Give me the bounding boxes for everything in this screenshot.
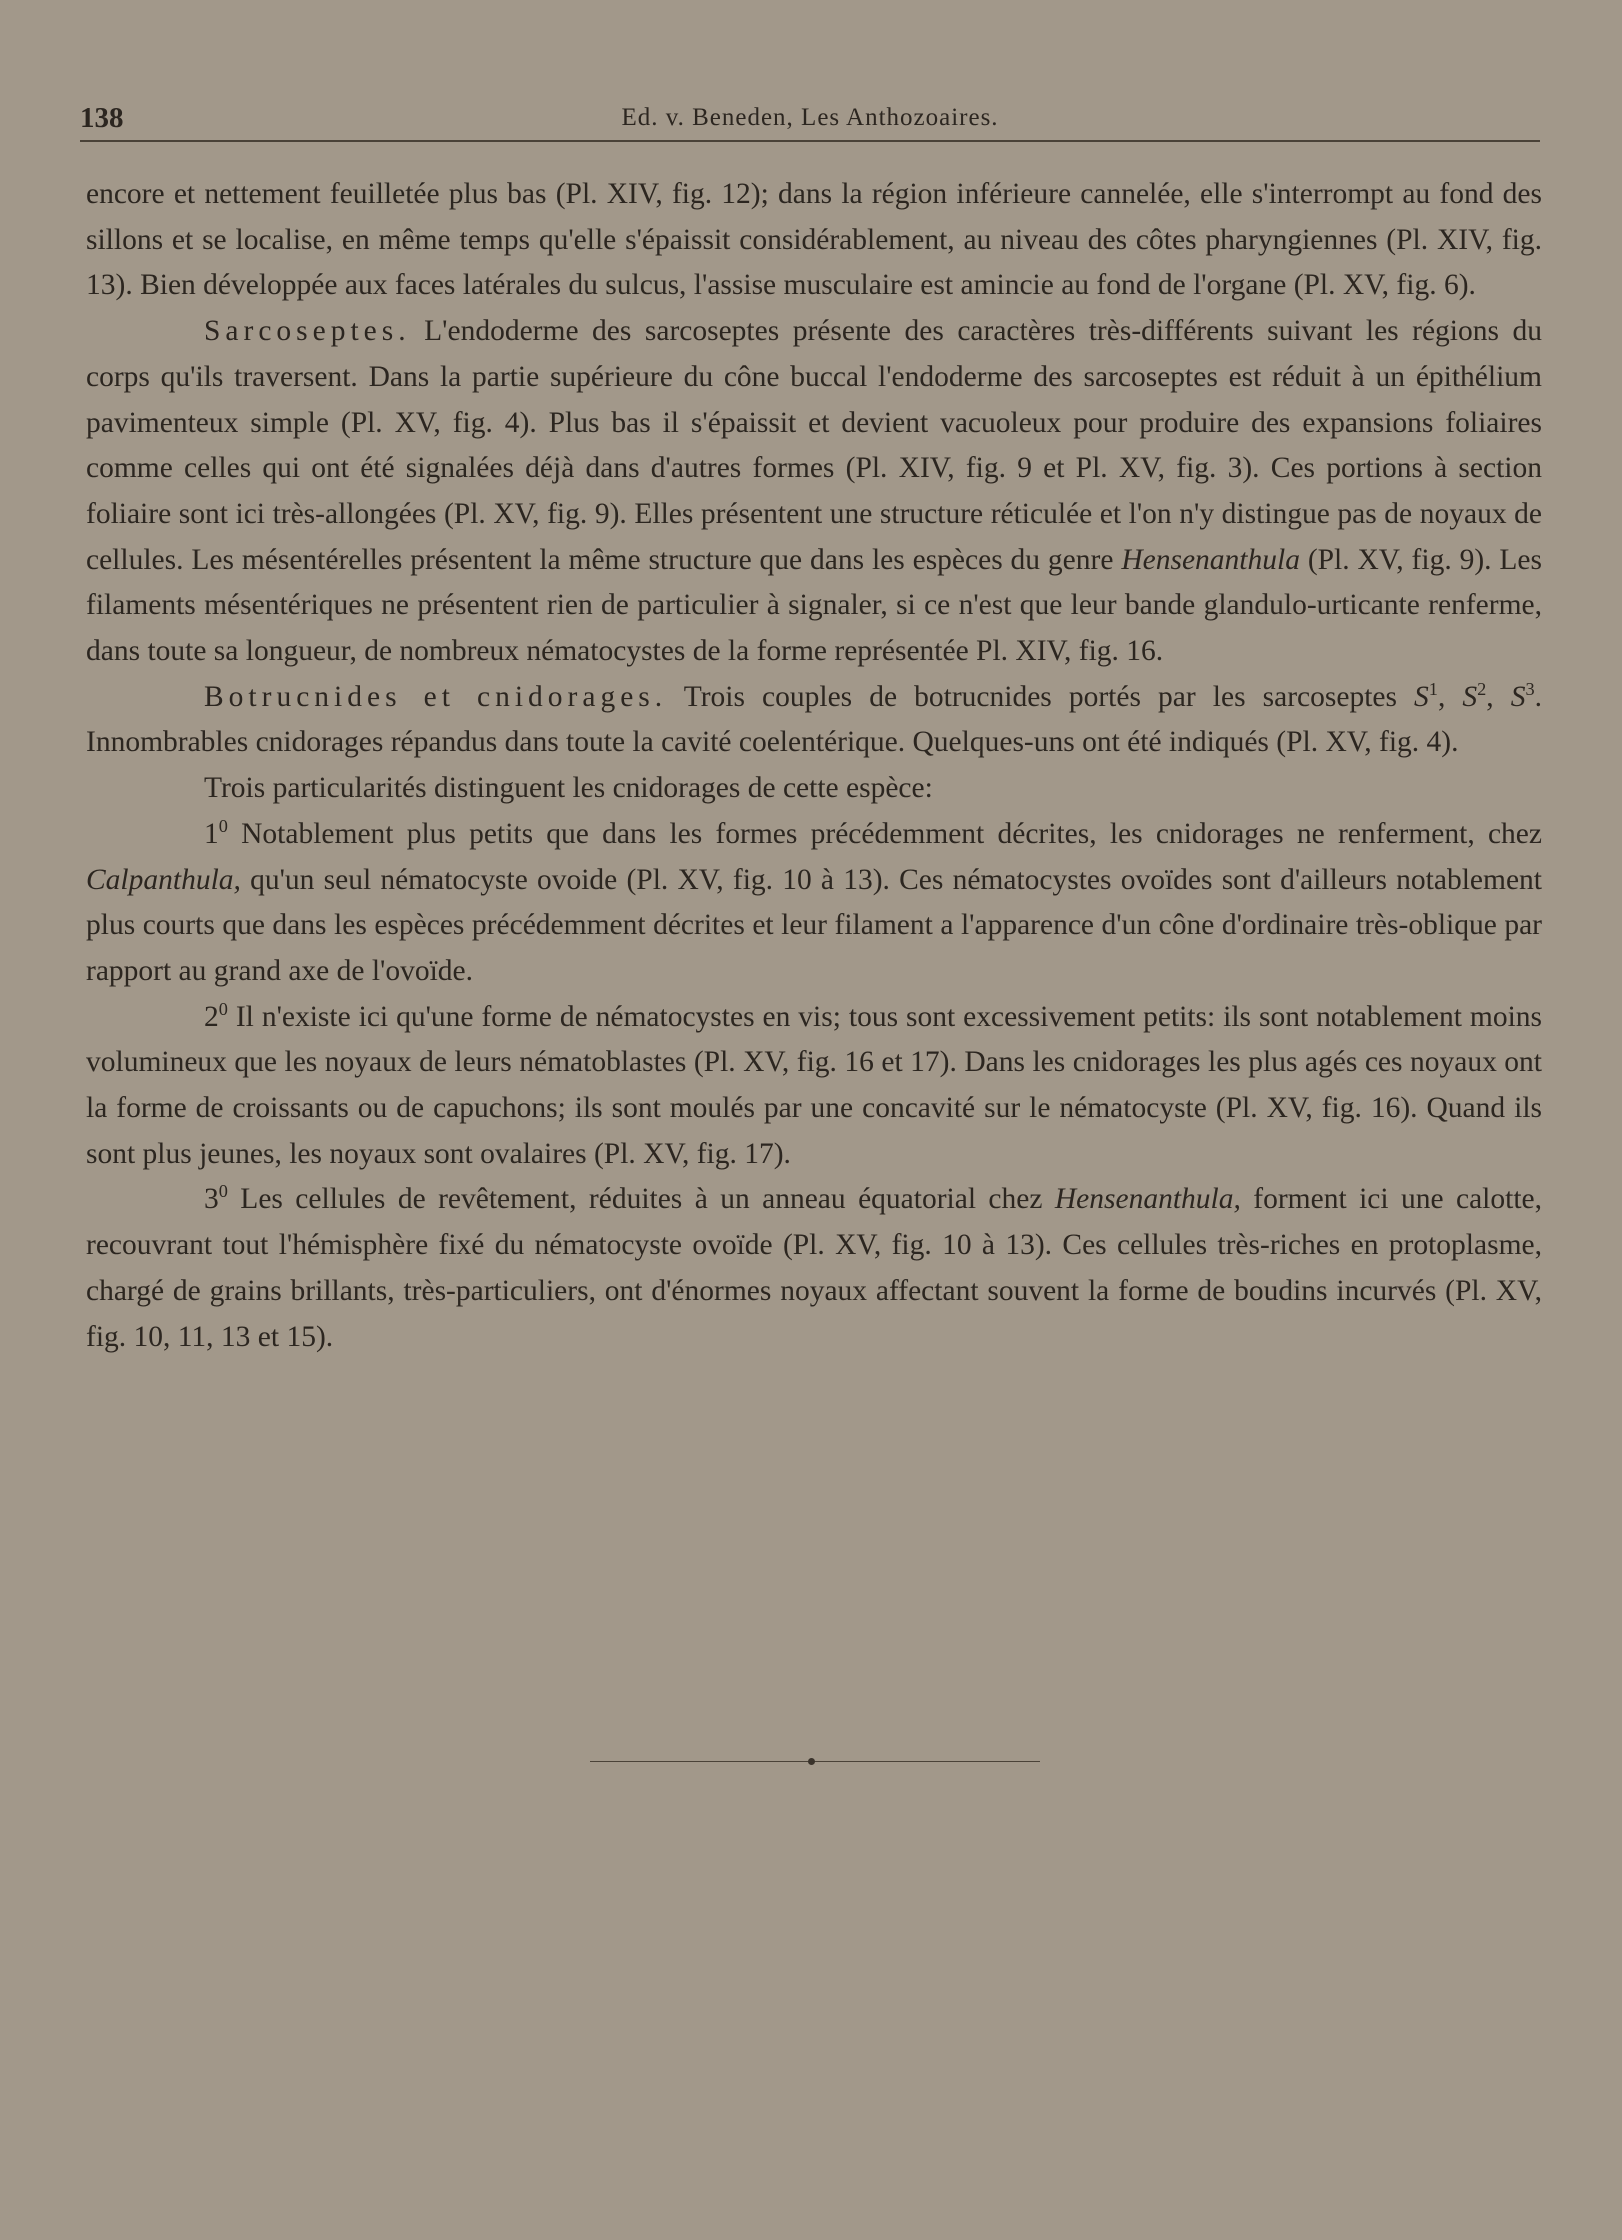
paragraph-point-2: $2^0$ Il n'existe ici qu'une forme de nématocystes en vis; tous sont excessivement petits: ils sont notablement moins volumineux que les noyaux de leurs nématoblastes (Pl. XV, fig. 16 et 17). Dans les cnidorages les plus agés ces noyaux ont la forme de croissants ou de capuchons; ils sont moulés par une concavité sur le nématocyste (Pl. XV, fig. 16). Quand ils sont plus jeunes, les noyaux sont ovalaires (Pl. XV, fig. 17). bbox=[86, 998, 1542, 1170]
genus-name: Hensenanthula, bbox=[1054, 1183, 1241, 1216]
genus-name: Calpanthula, bbox=[86, 863, 241, 896]
page-number: 138 bbox=[80, 102, 124, 134]
paragraph-1: encore et nettement feuilletée plus bas (Pl. XIV, fig. 12); dans la région inférieure cannelée, elle s'interrompt au fond des sillons et se localise, en même temps qu'elle s'épaissit considérablement, au niveau des côtes pharyngiennes (Pl. XIV, fig. 13). Bien développée aux faces latérales du sulcus, l'assise musculaire est amincie au fond de l'organe (Pl. XV, fig. 6). bbox=[86, 178, 1542, 302]
running-head: Ed. v. Beneden, Les Anthozoaires. bbox=[621, 104, 999, 131]
body-text bbox=[86, 172, 1542, 1360]
page-header bbox=[80, 100, 1540, 142]
section-heading-sarcoseptes: Sarcoseptes. bbox=[204, 315, 411, 348]
paragraph-point-3: $3^0$ Les cellules de revêtement, réduites à un anneau équatorial chez Hensenanthula, forment ici une calotte, recouvrant tout l'hémisphère fixé du nématocyste ovoïde (Pl. XV, fig. 10 à 13). Ces cellules très-riches en protoplasme, chargé de grains brillants, très-particuliers, ont d'énormes noyaux affectant souvent la forme de boudins incurvés (Pl. XV, fig. 10, 11, 13 et 15). bbox=[86, 1181, 1542, 1353]
genus-name: Hensenanthula bbox=[1121, 543, 1300, 576]
section-heading-botrucnides: Botrucnides et cnidorages. bbox=[204, 680, 668, 713]
end-of-section-ornament bbox=[808, 1758, 815, 1765]
end-of-section-rule bbox=[590, 1761, 1040, 1762]
paragraph-sarcoseptes: Sarcoseptes. L'endoderme des sarcoseptes présente des caractères très-différents suivant les régions du corps qu'ils traversent. Dans la partie supérieure du cône buccal l'endoderme des sarcoseptes est réduit à un épithélium pavimenteux simple (Pl. XV, fig. 4). Plus bas il s'épaissit et devient vacuoleux pour produire des expansions foliaires comme celles qui ont été signalées déjà dans d'autres formes (Pl. XIV, fig. 9 et Pl. XV, fig. 3). Ces portions à section foliaire sont ici très-allongées (Pl. XV, fig. 9). Elles présentent une structure réticulée et l'on n'y distingue pas de noyaux de cellules. Les mésentérelles présentent la même structure que dans les espèces du genre Hensenanthula (Pl. XV, fig. 9). Les filaments mésentériques ne présentent rien de particulier à signaler, si ce n'est que leur bande glandulo-urticante renferme, dans toute sa longueur, de nombreux nématocystes de la forme représentée Pl. XIV, fig. 16. bbox=[86, 315, 1543, 668]
paragraph-particularites: Trois particularités distinguent les cnidorages de cette espèce: bbox=[204, 772, 933, 805]
paragraph-botrucnides: Botrucnides et cnidorages. Trois couples de botrucnides portés par les sarcoseptes $S^1$, $S^2$, $S^3$. Innombrables cnidorages répandus dans toute la cavité coelentérique. Quelques-uns ont été indiqués (Pl. XV, fig. 4). bbox=[86, 678, 1543, 759]
paragraph-point-1: $1^0$ Notablement plus petits que dans les formes précédemment décrites, les cnidorages ne renferment, chez Calpanthula, qu'un seul nématocyste ovoide (Pl. XV, fig. 10 à 13). Ces nématocystes ovoïdes sont d'ailleurs notablement plus courts que dans les espèces précédemment décrites et leur filament a l'apparence d'un cône d'ordinaire très-oblique par rapport au grand axe de l'ovoïde. bbox=[86, 816, 1542, 987]
